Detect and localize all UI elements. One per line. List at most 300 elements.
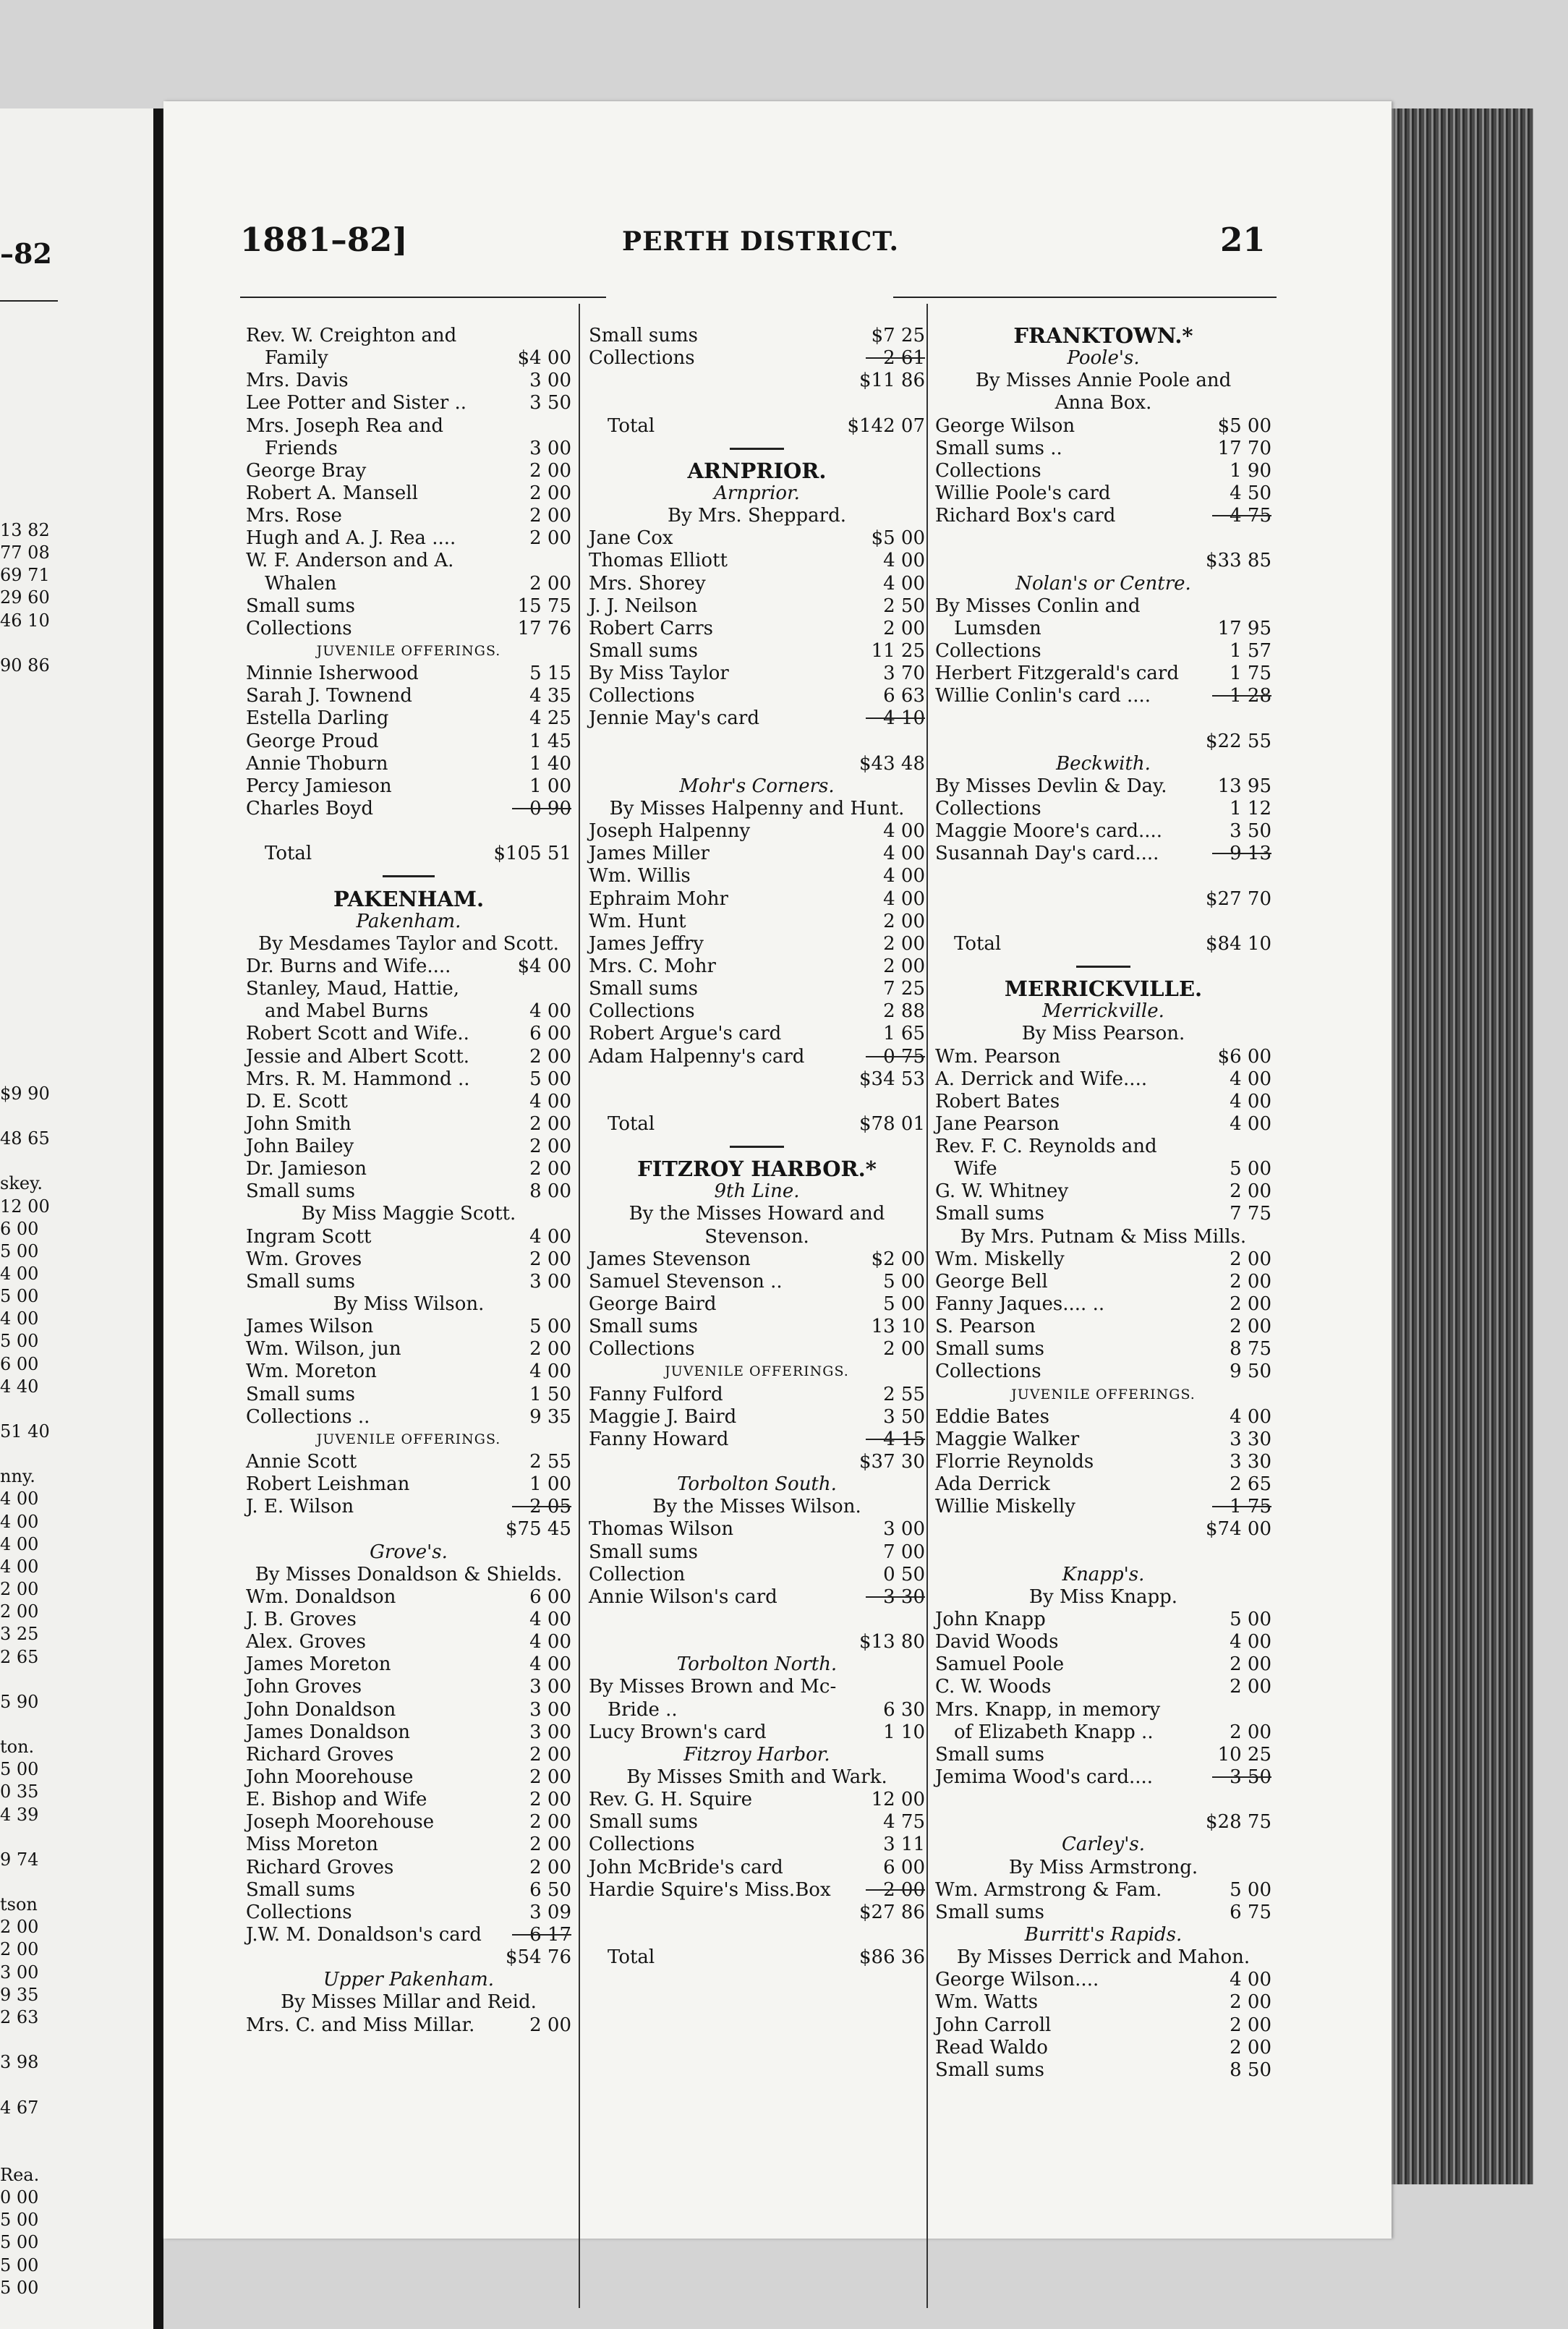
ledger-row <box>589 527 925 550</box>
ledger-row <box>246 707 571 730</box>
entry-name: Mrs. Davis <box>246 370 349 392</box>
ledger-row <box>935 1631 1271 1653</box>
entry-amount: 1 40 <box>529 752 571 775</box>
entry-amount: 3 00 <box>529 437 571 459</box>
entry-name: Jennie May's card <box>589 707 759 730</box>
entry-amount: $27 86 <box>859 1901 925 1923</box>
entry-amount: $13 80 <box>859 1631 925 1653</box>
collector-line: By Miss Armstrong. <box>1008 1856 1198 1878</box>
entry-amount: 3 11 <box>883 1834 925 1856</box>
entry-name: Thomas Wilson <box>589 1518 734 1541</box>
previous-page <box>0 108 157 2329</box>
ledger-row <box>589 1879 925 1902</box>
entry-name: George Wilson.... <box>935 1969 1099 1991</box>
entry-amount: 7 00 <box>883 1541 925 1563</box>
entry-name: Total <box>608 1946 655 1969</box>
previous-page-amount: 4 40 <box>0 1376 39 1397</box>
entry-name: Adam Halpenny's card <box>589 1045 805 1068</box>
previous-page-amount: $9 90 <box>0 1083 50 1104</box>
entry-name: Willie Poole's card <box>935 482 1111 504</box>
ledger-row <box>246 1699 571 1721</box>
previous-page-amount: 9 35 <box>0 1984 39 2005</box>
previous-page-amount: 5 00 <box>0 1286 39 1307</box>
ledger-row <box>589 1699 925 1721</box>
entry-amount: 3 00 <box>529 1270 571 1293</box>
entry-amount: 2 00 <box>529 1045 571 1068</box>
juvenile-offerings-heading: JUVENILE OFFERINGS. <box>1011 1386 1196 1402</box>
entry-name: Samuel Poole <box>935 1653 1065 1676</box>
ledger-row <box>589 1564 925 1586</box>
entry-name: Wm. Miskelly <box>935 1248 1065 1270</box>
collector-line: By the Misses Howard and <box>629 1203 885 1225</box>
entry-amount: 4 00 <box>529 1090 571 1112</box>
previous-page-amount: 4 39 <box>0 1804 39 1825</box>
entry-amount: 2 00 <box>1230 2036 1271 2058</box>
ledger-row <box>935 640 1271 663</box>
previous-page-amount: 77 08 <box>0 542 50 563</box>
ledger-row <box>246 415 571 438</box>
entry-amount: 6 00 <box>529 1585 571 1608</box>
entry-name: J. E. Wilson <box>246 1496 354 1518</box>
locality-heading: Arnprior. <box>714 482 800 504</box>
locality-heading: Torbolton South. <box>677 1473 837 1496</box>
entry-name: By Misses Conlin and <box>935 595 1141 617</box>
entry-name: Hardie Squire's Miss.Box <box>589 1878 831 1901</box>
entry-amount: $7 25 <box>871 325 925 346</box>
ledger-row <box>935 933 1271 955</box>
entry-name: Small sums <box>589 1541 698 1563</box>
entry-name: Mrs. Knapp, in memory <box>935 1698 1161 1721</box>
section-heading: PAKENHAM. <box>333 886 485 911</box>
ledger-row <box>589 955 925 978</box>
ledger-row <box>246 1068 571 1091</box>
entry-name: Total <box>265 843 312 865</box>
ledger-row <box>589 820 925 843</box>
spacer <box>589 1091 925 1113</box>
ledger-row <box>246 1248 571 1271</box>
ledger-row <box>589 1000 925 1023</box>
entry-amount: 3 00 <box>529 1698 571 1721</box>
entry-amount: $2 00 <box>871 1248 925 1270</box>
entry-amount: $142 07 <box>847 414 925 437</box>
ledger-row <box>589 1316 925 1338</box>
ledger-row <box>589 1271 925 1293</box>
entry-amount: 2 00 <box>529 2014 571 2036</box>
entry-amount: 0 90 <box>529 797 571 819</box>
entry-name: Small sums <box>589 1316 698 1338</box>
collector-line: By Misses Smith and Wark. <box>626 1766 887 1788</box>
entry-amount: 2 00 <box>1230 1676 1271 1698</box>
entry-name: George Wilson <box>935 414 1075 437</box>
entry-amount: 2 00 <box>883 1878 925 1901</box>
spacer <box>935 865 1271 887</box>
entry-amount: 1 00 <box>529 1473 571 1496</box>
ledger-row <box>935 438 1271 460</box>
entry-amount: 8 75 <box>1230 1338 1271 1361</box>
entry-amount: 1 75 <box>1230 1496 1271 1518</box>
spacer <box>935 527 1271 550</box>
collector-line: By Miss Knapp. <box>1028 1585 1178 1608</box>
entry-amount: 1 57 <box>1230 639 1271 662</box>
entry-amount: 5 00 <box>1230 1609 1271 1631</box>
collector-line: By Misses Donaldson & Shields. <box>255 1563 563 1585</box>
previous-page-amount: skey. <box>0 1173 43 1194</box>
ledger-row <box>246 370 571 392</box>
ledger-row <box>246 1000 571 1023</box>
collector-line: By Misses Annie Poole and <box>975 370 1232 392</box>
entry-name: Maggie Moore's card.... <box>935 820 1163 843</box>
ledger-row <box>935 2059 1271 2082</box>
entry-amount: 4 10 <box>883 707 925 730</box>
ledger-row <box>246 595 571 618</box>
ledger-row <box>589 1023 925 1045</box>
subtotal-row <box>589 1068 925 1091</box>
section-heading: ARNPRIOR. <box>687 458 827 483</box>
previous-page-amount: Rea. <box>0 2164 40 2185</box>
ledger-row <box>246 1113 571 1136</box>
entry-name: Susannah Day's card.... <box>935 843 1159 865</box>
entry-amount: 17 95 <box>1217 617 1271 639</box>
entry-amount: 5 00 <box>1230 1158 1271 1180</box>
entry-amount: $74 00 <box>1206 1518 1271 1541</box>
ledger-row <box>935 1271 1271 1293</box>
entry-amount: 2 00 <box>883 955 925 977</box>
locality-heading: Fitzroy Harbor. <box>683 1743 830 1766</box>
entry-name: Collections <box>935 639 1041 662</box>
entry-name: James Miller <box>589 843 710 865</box>
previous-page-amount: 29 60 <box>0 587 50 608</box>
entry-amount: 0 50 <box>883 1563 925 1585</box>
entry-amount: 2 00 <box>529 1248 571 1270</box>
entry-name: John Moorehouse <box>246 1766 414 1788</box>
entry-amount: 4 00 <box>529 1631 571 1653</box>
spacer <box>589 1924 925 1946</box>
entry-amount: 5 00 <box>883 1270 925 1293</box>
previous-page-amount: 4 00 <box>0 1489 39 1510</box>
locality-heading: Beckwith. <box>1056 752 1151 775</box>
previous-page-amount: 4 00 <box>0 1308 39 1329</box>
ledger-row <box>246 1744 571 1766</box>
section-rule <box>589 1136 925 1158</box>
entry-name: Hugh and A. J. Rea .... <box>246 527 456 550</box>
collector-line: By Miss Wilson. <box>333 1293 485 1316</box>
entry-amount: 2 00 <box>1230 1180 1271 1203</box>
ledger-row <box>935 1699 1271 1721</box>
previous-page-amount: 3 98 <box>0 2052 39 2073</box>
section-rule <box>246 865 571 887</box>
entry-name: Stanley, Maud, Hattie, <box>246 978 460 1000</box>
entry-amount: $11 86 <box>859 370 925 392</box>
ledger-row <box>935 820 1271 843</box>
ledger-row <box>246 482 571 505</box>
ledger-row <box>246 550 571 572</box>
book-gutter <box>153 108 163 2329</box>
ledger-row <box>246 775 571 798</box>
page-number: 21 <box>1220 221 1266 259</box>
entry-name: Small sums <box>935 2058 1044 2081</box>
subtotal-row <box>935 1518 1271 1541</box>
entry-amount: 3 50 <box>529 392 571 414</box>
entry-amount: 9 35 <box>529 1405 571 1428</box>
entry-amount: $105 51 <box>493 843 571 865</box>
entry-amount: 5 00 <box>529 1316 571 1338</box>
ledger-row <box>935 663 1271 685</box>
ledger-row <box>246 1586 571 1609</box>
entry-name: Dr. Burns and Wife.... <box>246 955 451 977</box>
ledger-row <box>935 1676 1271 1698</box>
entry-amount: 2 00 <box>529 1112 571 1135</box>
entry-amount: 4 00 <box>529 1653 571 1676</box>
ledger-row <box>935 618 1271 640</box>
ledger-row <box>589 685 925 707</box>
entry-amount: 2 00 <box>1230 1248 1271 1270</box>
entry-amount: 2 00 <box>883 932 925 955</box>
previous-page-amount: 5 90 <box>0 1691 39 1712</box>
entry-name: Family <box>265 347 328 370</box>
entry-name: Collections <box>589 1834 695 1856</box>
entry-amount: 12 00 <box>871 1789 925 1811</box>
entry-name: Ada Derrick <box>935 1473 1050 1496</box>
entry-amount: 3 50 <box>883 1405 925 1428</box>
subtotal-row <box>935 731 1271 753</box>
entry-amount: 15 75 <box>517 595 571 617</box>
entry-amount: $84 10 <box>1206 932 1271 955</box>
entry-amount: 2 55 <box>529 1451 571 1473</box>
entry-amount: 1 00 <box>529 775 571 797</box>
entry-name: J. J. Neilson <box>589 595 698 617</box>
entry-amount: $54 76 <box>506 1946 571 1969</box>
entry-amount: 6 17 <box>529 1923 571 1946</box>
collector-line: Anna Box. <box>1054 392 1152 414</box>
ledger-row <box>246 618 571 640</box>
previous-page-amount: 4 00 <box>0 1533 39 1554</box>
entry-name: Collections .. <box>246 1405 370 1428</box>
previous-page-amount: 4 00 <box>0 1263 39 1284</box>
entry-amount: 4 35 <box>529 685 571 707</box>
ledger-row <box>589 663 925 685</box>
header-years: 1881–82] <box>240 221 408 259</box>
entry-name: G. W. Whitney <box>935 1180 1069 1203</box>
previous-page-amount: 69 71 <box>0 565 50 586</box>
ledger-row <box>589 1113 925 1136</box>
entry-name: John Bailey <box>246 1136 354 1158</box>
previous-page-amount: 5 00 <box>0 1759 39 1780</box>
entry-name: John Donaldson <box>246 1698 396 1721</box>
entry-amount: 5 00 <box>883 1293 925 1316</box>
entry-name: David Woods <box>935 1631 1059 1653</box>
entry-name: Fanny Jaques.... .. <box>935 1293 1105 1316</box>
entry-amount: 13 95 <box>1217 775 1271 797</box>
entry-amount: 2 00 <box>529 527 571 550</box>
ledger-row <box>246 685 571 707</box>
entry-amount: 2 00 <box>1230 1270 1271 1293</box>
ledger-row <box>246 527 571 550</box>
entry-amount: 4 00 <box>1230 1631 1271 1653</box>
entry-name: Richard Groves <box>246 1856 394 1878</box>
entry-name: Collection <box>589 1563 686 1585</box>
ledger-row <box>935 1091 1271 1113</box>
ledger-row <box>935 798 1271 820</box>
entry-amount: $86 36 <box>859 1946 925 1969</box>
previous-page-amount: tson <box>0 1894 38 1915</box>
ledger-row <box>589 1586 925 1609</box>
entry-amount: 10 25 <box>1217 1743 1271 1766</box>
ledger-row <box>589 1338 925 1361</box>
entry-amount: 3 00 <box>529 370 571 392</box>
collector-line: By Mrs. Putnam & Miss Mills. <box>960 1225 1247 1248</box>
previous-page-amount: 4 00 <box>0 1556 39 1577</box>
entry-name: Small sums <box>589 639 698 662</box>
entry-amount: 2 00 <box>1230 1721 1271 1743</box>
entry-amount: 4 00 <box>1230 1405 1271 1428</box>
entry-name: Total <box>608 414 655 437</box>
header-rule-left <box>240 297 606 298</box>
entry-name: George Proud <box>246 730 379 752</box>
entry-amount: 4 00 <box>883 865 925 887</box>
entry-name: Mrs. Shorey <box>589 572 706 595</box>
collector-line: By Misses Halpenny and Hunt. <box>609 797 905 819</box>
entry-amount: 2 50 <box>883 595 925 617</box>
ledger-row <box>589 618 925 640</box>
entry-name: Alex. Groves <box>246 1631 366 1653</box>
ledger-row <box>246 1857 571 1879</box>
entry-amount: $33 85 <box>1206 550 1271 572</box>
ledger-row <box>935 1158 1271 1180</box>
ledger-row <box>935 1609 1271 1631</box>
entry-amount: 4 15 <box>883 1428 925 1450</box>
entry-name: Eddie Bates <box>935 1405 1050 1428</box>
entry-amount: 1 50 <box>529 1383 571 1405</box>
spacer <box>935 707 1271 730</box>
ledger-row <box>246 1226 571 1248</box>
entry-amount: 4 00 <box>883 843 925 865</box>
entry-name: Small sums <box>935 1901 1044 1923</box>
entry-amount: 2 00 <box>883 910 925 932</box>
locality-heading: Merrickville. <box>1042 1000 1164 1023</box>
ledger-row <box>589 1293 925 1316</box>
ledger-row <box>246 663 571 685</box>
entry-amount: $4 00 <box>517 955 571 977</box>
collector-line: By Mrs. Sheppard. <box>667 505 847 527</box>
entry-name: Joseph Moorehouse <box>246 1811 435 1834</box>
ledger-row <box>246 1811 571 1834</box>
entry-amount: 13 10 <box>871 1316 925 1338</box>
ledger-row <box>589 1384 925 1406</box>
entry-amount: 8 00 <box>529 1180 571 1203</box>
previous-page-amount: 4 00 <box>0 1511 39 1532</box>
collector-line: By Misses Derrick and Mahon. <box>956 1946 1250 1969</box>
previous-page-amount: 2 65 <box>0 1646 39 1667</box>
subtotal-row <box>589 753 925 775</box>
entry-name: J.W. M. Donaldson's card <box>246 1923 482 1946</box>
entry-amount: 6 30 <box>883 1698 925 1721</box>
entry-name: Mrs. R. M. Hammond .. <box>246 1068 470 1090</box>
ledger-row <box>589 1946 925 1969</box>
ledger-row <box>589 933 925 955</box>
ledger-row <box>935 1361 1271 1383</box>
subtotal-row <box>589 1631 925 1653</box>
section-heading: MERRICKVILLE. <box>1004 976 1203 1002</box>
subtotal-row <box>935 1811 1271 1834</box>
column-divider-1 <box>579 304 580 2308</box>
collector-line: By Mesdames Taylor and Scott. <box>258 932 559 955</box>
locality-heading: Carley's. <box>1062 1834 1145 1856</box>
previous-page-amount: 2 00 <box>0 1939 39 1960</box>
entry-amount: 3 00 <box>529 1676 571 1698</box>
entry-name: Small sums <box>589 978 698 1000</box>
collector-line: Stevenson. <box>704 1225 809 1248</box>
entry-amount: 4 00 <box>883 820 925 843</box>
ledger-row <box>935 1496 1271 1518</box>
ledger-row <box>246 1271 571 1293</box>
entry-name: James Wilson <box>246 1316 374 1338</box>
entry-name: John Carroll <box>935 2014 1052 2036</box>
spacer <box>246 820 571 843</box>
ledger-row <box>589 911 925 933</box>
entry-name: C. W. Woods <box>935 1676 1052 1698</box>
entry-name: Small sums <box>246 1270 355 1293</box>
entry-name: Robert Carrs <box>589 617 713 639</box>
entry-name: J. B. Groves <box>246 1609 357 1631</box>
locality-heading: Nolan's or Centre. <box>1015 572 1191 595</box>
entry-amount: 2 00 <box>529 505 571 527</box>
entry-amount: 3 30 <box>1230 1428 1271 1450</box>
ledger-row <box>935 843 1271 865</box>
entry-amount: 4 00 <box>1230 1090 1271 1112</box>
ledger-row <box>246 460 571 482</box>
ledger-row <box>935 482 1271 505</box>
previous-page-amount: 51 40 <box>0 1421 50 1442</box>
entry-amount: 6 75 <box>1230 1901 1271 1923</box>
previous-page-amount: 5 00 <box>0 1240 39 1261</box>
entry-amount: 2 00 <box>529 1766 571 1788</box>
ledger-row <box>935 1879 1271 1902</box>
entry-amount: 1 45 <box>529 730 571 752</box>
entry-amount: 4 75 <box>883 1811 925 1834</box>
entry-name: Total <box>608 1112 655 1135</box>
previous-page-amount: 5 00 <box>0 1331 39 1352</box>
entry-amount: 2 00 <box>529 1338 571 1361</box>
ledger-row <box>935 1653 1271 1676</box>
previous-page-amount: 13 82 <box>0 520 50 540</box>
ledger-row <box>589 843 925 865</box>
ledger-row <box>246 438 571 460</box>
previous-page-amount: 0 35 <box>0 1781 39 1802</box>
entry-amount: 3 09 <box>529 1901 571 1923</box>
entry-name: Herbert Fitzgerald's card <box>935 663 1179 685</box>
ledger-row <box>935 2037 1271 2059</box>
entry-name: John McBride's card <box>589 1856 783 1878</box>
entry-name: Rev. F. C. Reynolds and <box>935 1136 1157 1158</box>
previous-page-amount: 3 25 <box>0 1624 39 1645</box>
page-edges <box>1385 108 1533 2184</box>
entry-name: John Groves <box>246 1676 362 1698</box>
ledger-row <box>589 1406 925 1429</box>
entry-amount: 2 00 <box>1230 2014 1271 2036</box>
entry-name: Wm. Donaldson <box>246 1585 396 1608</box>
entry-name: Robert Bates <box>935 1090 1060 1112</box>
ledger-row <box>246 2014 571 2037</box>
entry-name: Wm. Watts <box>935 1991 1039 2014</box>
section-rule <box>589 438 925 460</box>
entry-name: Jemima Wood's card.... <box>935 1766 1154 1788</box>
entry-name: Thomas Elliott <box>589 550 728 572</box>
entry-name: Collections <box>589 685 695 707</box>
entry-amount: 3 30 <box>1230 1451 1271 1473</box>
subtotal-row <box>246 1946 571 1969</box>
entry-amount: 2 00 <box>1230 1991 1271 2014</box>
entry-amount: 1 10 <box>883 1721 925 1743</box>
